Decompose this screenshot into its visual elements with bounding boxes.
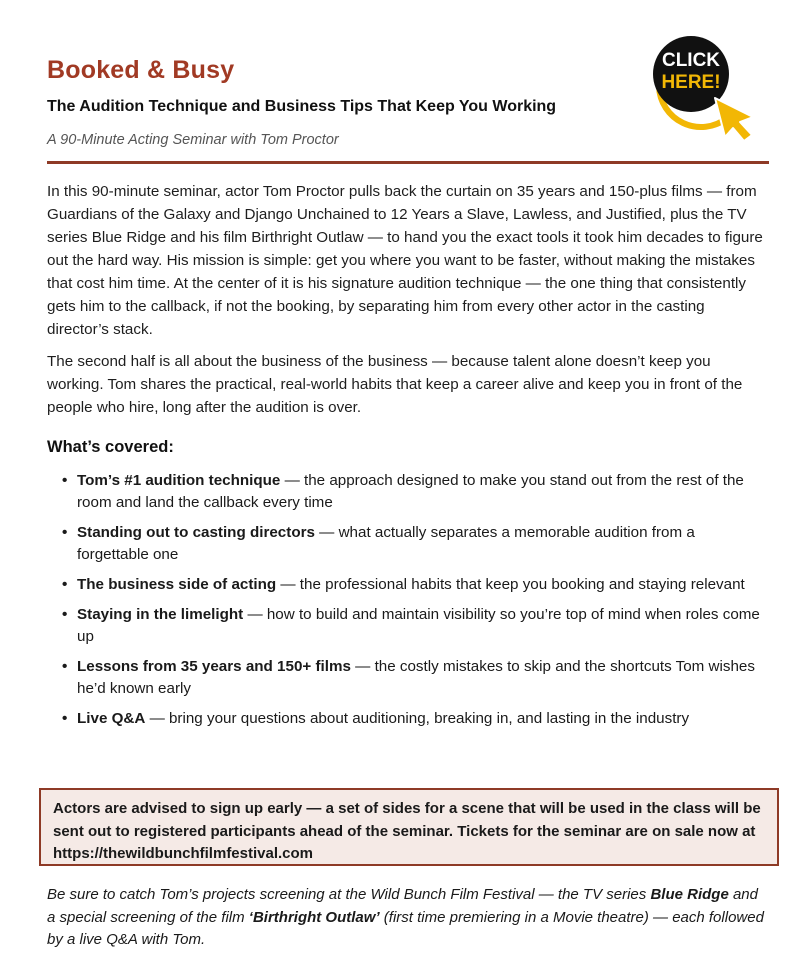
item-term: Tom’s #1 audition technique	[77, 472, 281, 489]
page-subtitle: The Audition Technique and Business Tips That Keep You Working	[47, 98, 557, 115]
header-divider	[47, 161, 769, 164]
page-title: Booked & Busy	[47, 56, 235, 84]
covered-list	[62, 470, 767, 738]
list-item	[62, 574, 767, 596]
item-term: The business side of acting	[77, 576, 277, 593]
footer-series-title: Blue Ridge	[650, 886, 729, 903]
covered-heading: What’s covered:	[47, 438, 174, 456]
item-description: — the professional habits that keep you booking and staying relevant	[276, 576, 745, 593]
bullet-icon: •	[62, 576, 68, 593]
click-here-button[interactable]	[641, 24, 759, 142]
cursor-arrow-icon	[715, 98, 753, 141]
item-term: Live Q&A	[77, 710, 146, 727]
seminar-byline: A 90-Minute Acting Seminar with Tom Proctor	[47, 132, 339, 148]
click-here-icon	[641, 24, 759, 142]
bullet-icon: •	[62, 524, 68, 541]
item-description: — the costly mistakes to skip and the shortcuts Tom wishes he’d known early	[77, 658, 755, 697]
cta-line2: HERE!	[661, 72, 721, 93]
festival-note	[47, 884, 769, 952]
item-term: Lessons from 35 years and 150+ films	[77, 658, 351, 675]
intro-section	[47, 180, 769, 428]
list-item	[62, 522, 767, 566]
bullet-icon: •	[62, 710, 68, 727]
list-item	[62, 708, 767, 730]
intro-paragraph: The second half is all about the business of the business — because talent alone doesn’t keep you working. Tom shares the practical, real-world habits that keep a career alive and keep you in front of the people who hire, long after the audition is over.	[47, 353, 743, 416]
list-item	[62, 470, 767, 514]
footer-film-title: ‘Birthright Outlaw’	[248, 908, 380, 926]
bullet-icon: •	[62, 658, 68, 675]
item-description: — how to build and maintain visibility so you’re top of mind when roles come up	[77, 606, 760, 645]
item-term: Standing out to casting directors	[77, 524, 315, 541]
item-description: — bring your questions about auditioning, breaking in, and lasting in the industry	[145, 710, 690, 727]
intro-paragraph: In this 90-minute seminar, actor Tom Proctor pulls back the curtain on 35 years and 150-plus films — from Guardians of the Galaxy and Django Unchained to 12 Years a Slave, Lawless, and Justified, plus the TV series Blue Ridge and his film Birthright Outlaw — to hand you the exact tools it took him decades to figure out the hard way. His mission is simple: get you where you want to be faster, without making the mistakes that cost him time. At the center of it is his signature audition technique — the one thing that consistently gets him to the callback, if not the booking, by separating him from every other actor in the casting director’s stack.	[47, 183, 763, 338]
item-description: — the approach designed to make you stand out from the rest of the room and land the callback every time	[77, 472, 744, 511]
list-item	[62, 656, 767, 700]
notice-text: Actors are advised to sign up early — a set of sides for a scene that will be used in the class will be sent out to registered participants ahead of the seminar. Tickets for the seminar are on sale now at https://thewildbunchfilmfestival.com	[53, 800, 761, 862]
cta-line1: CLICK	[661, 50, 721, 71]
bullet-icon: •	[62, 472, 68, 489]
signup-notice	[39, 788, 779, 866]
item-term: Staying in the limelight	[77, 606, 244, 623]
list-item	[62, 604, 767, 648]
bullet-icon: •	[62, 606, 68, 623]
item-description: — what actually separates a memorable audition from a forgettable one	[77, 524, 695, 563]
footer-text: and a special screening of the film	[47, 886, 758, 926]
footer-text: (first time premiering in a Movie theatre) — each followed by a live Q&A with Tom.	[47, 908, 764, 948]
footer-text: Be sure to catch Tom’s projects screening at the Wild Bunch Film Festival — the TV series	[47, 886, 651, 903]
